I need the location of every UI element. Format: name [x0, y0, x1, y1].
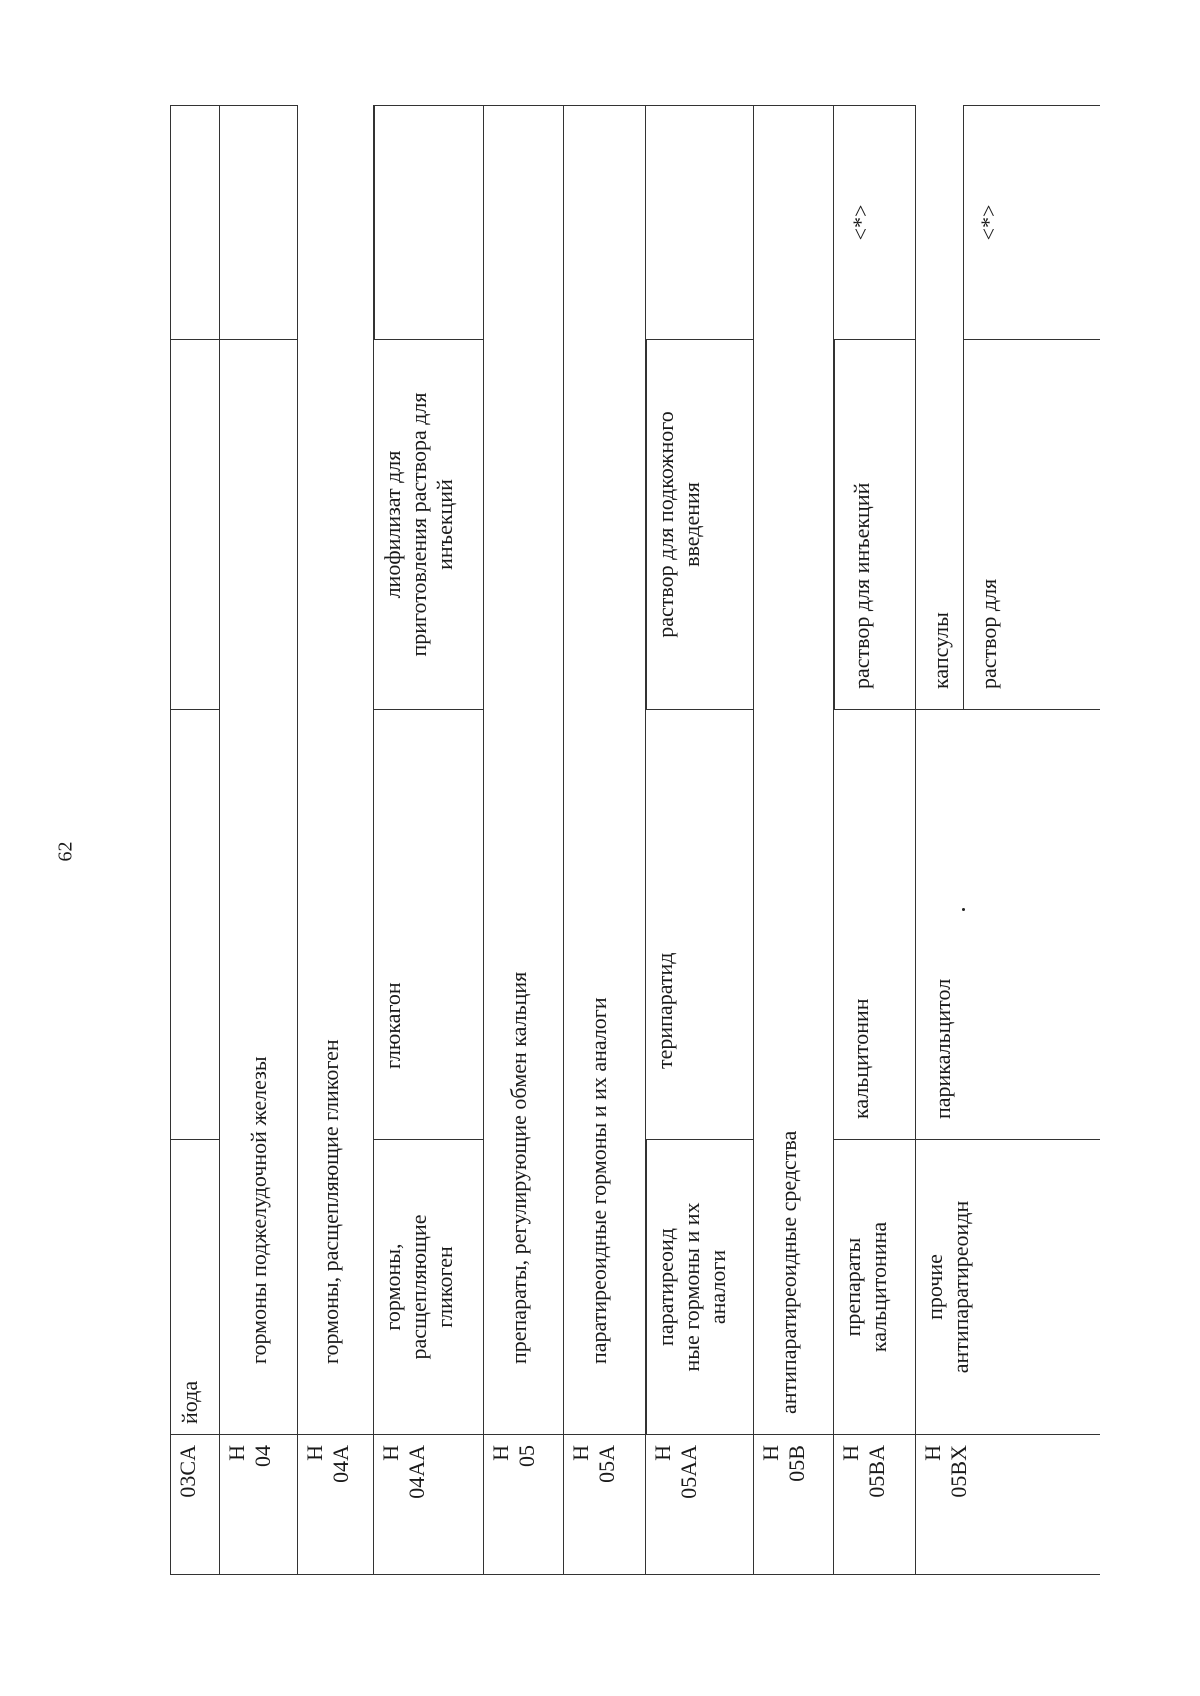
form-cell: раствор для подкожного введения — [646, 340, 754, 710]
code-cell: H 05BX — [916, 1435, 1100, 1575]
form-cell: раствор для — [964, 340, 1100, 710]
group-name-cell: паратиреоид ные гормоны и их аналоги — [646, 1140, 754, 1435]
group-name-cell: йода — [170, 1140, 220, 1435]
drug-cell: кальцитонин — [834, 710, 916, 1140]
code-cell: H 04AA — [374, 1435, 484, 1575]
drug-cell: глюкагон — [374, 710, 484, 1140]
drug-cell: парикальцитол — [916, 710, 1100, 1140]
note-cell: <*> — [834, 105, 916, 340]
table-row-03ca — [170, 105, 220, 1575]
group-name-cell: паратиреоидные гормоны и их аналоги — [564, 105, 646, 1435]
table-row-h05ba — [834, 105, 916, 1575]
form-cell: раствор для инъекций — [834, 340, 916, 710]
table-row-h05a — [564, 105, 646, 1575]
note-cell — [374, 105, 484, 340]
group-name-cell: препараты, регулирующие обмен кальция — [484, 105, 564, 1435]
code-cell: H 05 — [484, 1435, 564, 1575]
code-cell: H 04A — [298, 1435, 374, 1575]
code-cell: H 05B — [754, 1435, 834, 1575]
note-cell — [220, 105, 298, 340]
table-row-h04aa — [374, 105, 484, 1575]
code-cell: H 05A — [564, 1435, 646, 1575]
table-row-h04a — [298, 105, 374, 1575]
code-cell: H 05BA — [834, 1435, 916, 1575]
table-row-h04 — [220, 105, 298, 1575]
table-row-h05 — [484, 105, 564, 1575]
note-cell — [646, 105, 754, 340]
drug-cell — [170, 710, 220, 1140]
group-name-cell: препараты кальцитонина — [834, 1140, 916, 1435]
code-cell: H 04 — [220, 1435, 298, 1575]
group-name-cell: гормоны, расщепляющие гликоген — [374, 1140, 484, 1435]
group-name-cell: прочие антипаратиреоидн — [916, 1140, 1100, 1435]
group-name-cell: гормоны поджелудочной железы — [220, 340, 298, 1435]
code-cell: 03CA — [170, 1435, 220, 1575]
table-row-h05b — [754, 105, 834, 1575]
form-cell: капсулы — [916, 105, 964, 710]
table-row-h05bx-solution — [964, 105, 1100, 1575]
code-cell: H 05AA — [646, 1435, 754, 1575]
drug-cell: терипаратид — [646, 710, 754, 1140]
table-row-h05aa — [646, 105, 754, 1575]
form-cell — [170, 340, 220, 710]
page-number: 62 — [54, 841, 77, 862]
note-cell: <*> — [964, 105, 1100, 340]
note-cell — [170, 105, 220, 340]
group-name-cell: гормоны, расщепляющие гликоген — [298, 105, 374, 1435]
rotated-table — [170, 105, 1100, 1575]
form-cell: лиофилизат для приготовления раствора для инъекций — [374, 340, 484, 710]
group-name-cell: антипаратиреоидные средства — [754, 105, 834, 1435]
